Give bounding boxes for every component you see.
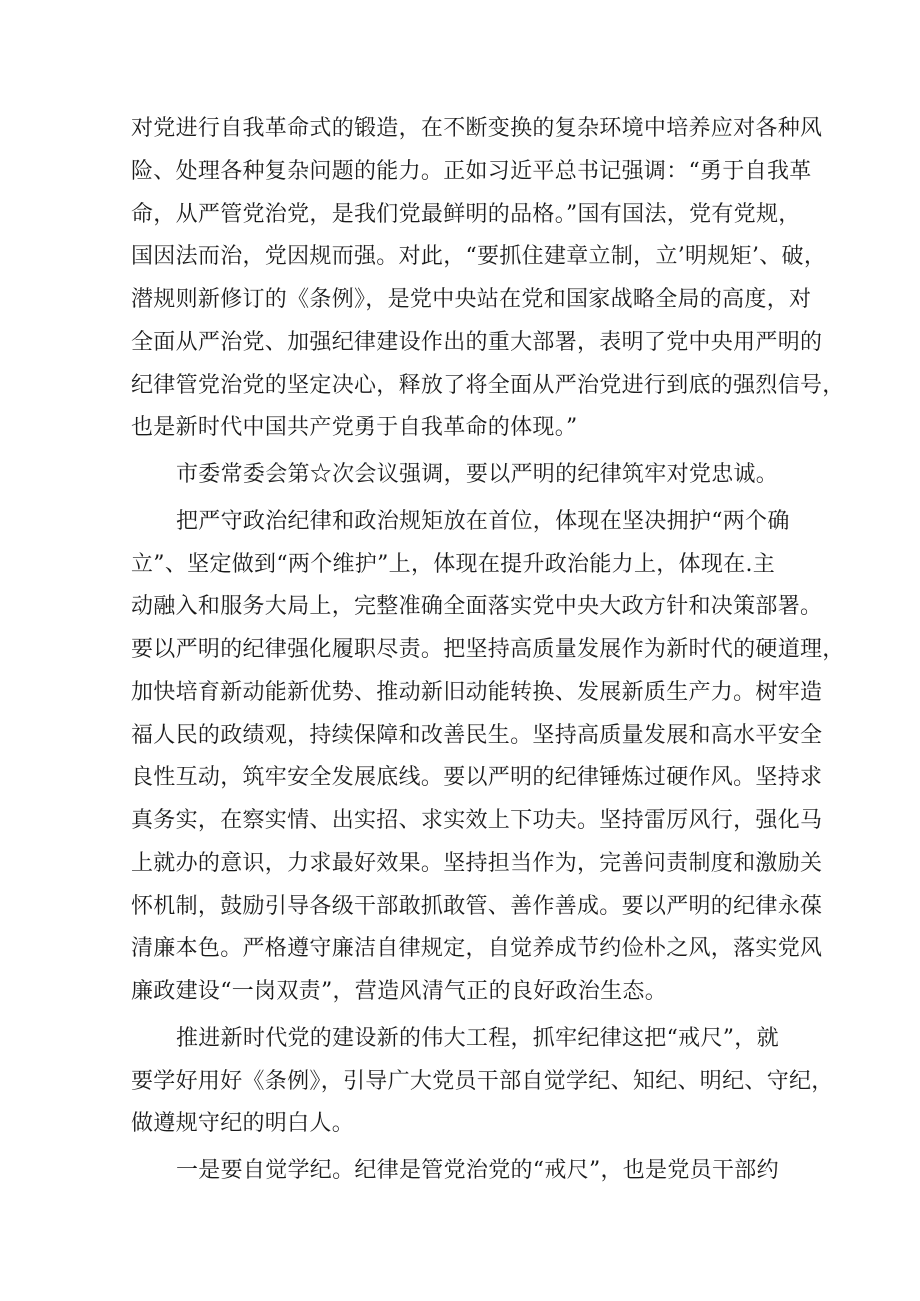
text-line: 也是新时代中国共产党勇于自我革命的体现。” bbox=[131, 415, 578, 440]
text-line: 全面从严治党、加强纪律建设作出的重大部署，表明了党中央用严明的 bbox=[131, 330, 823, 355]
text-line: 做遵规守纪的明白人。 bbox=[131, 1111, 355, 1136]
text-line: 对党进行自我革命式的锻造，在不断变换的复杂环境中培养应对各种风 bbox=[131, 116, 823, 141]
text-line: 潜规则新修订的《条例》，是党中央站在党和国家战略全局的高度，对 bbox=[131, 287, 812, 312]
text-line: 要学好用好《条例》，引导广大党员干部自觉学纪、知纪、明纪、守纪， bbox=[131, 1069, 834, 1094]
text-line: 纪律管党治党的坚定决心，释放了将全面从严治党进行到底的强烈信号， bbox=[131, 373, 845, 398]
text-line: 要以严明的纪律强化履职尽责。把坚持高质量发展作为新时代的硬道理， bbox=[131, 637, 845, 662]
text-line: 把严守政治纪律和政治规矩放在首位，体现在坚决拥护“两个确 bbox=[176, 509, 790, 534]
text-line: 真务实，在察实情、出实招、求实效上下功夫。坚持雷厉风行，强化马 bbox=[131, 808, 823, 833]
text-line: 上就办的意识，力求最好效果。坚持担当作为，完善问责制度和激励关 bbox=[131, 851, 823, 876]
text-line: 良性互动，筑牢安全发展底线。要以严明的纪律锤炼过硬作风。坚持求 bbox=[131, 765, 823, 790]
text-line: 福人民的政绩观，持续保障和改善民生。坚持高质量发展和高水平安全 bbox=[131, 723, 823, 748]
text-line: 市委常委会第☆次会议强调，要以严明的纪律筑牢对党忠诚。 bbox=[176, 462, 779, 487]
text-line: 一是要自觉学纪。纪律是管党治党的“戒尺”，也是党员干部约 bbox=[176, 1158, 779, 1183]
text-line: 推进新时代党的建设新的伟大工程，抓牢纪律这把“戒尺”，就 bbox=[176, 1026, 779, 1051]
text-line: 廉政建设“一岗双责”，营造风清气正的良好政治生态。 bbox=[131, 979, 667, 1004]
text-line: 立”、坚定做到“两个维护”上，体现在提升政治能力上，体现在.主 bbox=[131, 552, 776, 577]
text-line: 国因法而治，党因规而强。对此，“要抓住建章立制，立’明规矩’、破， bbox=[131, 244, 827, 269]
text-line: 命，从严管党治党，是我们党最鲜明的品格。”国有国法，党有党规， bbox=[131, 202, 801, 227]
text-line: 险、处理各种复杂问题的能力。正如习近平总书记强调：“勇于自我革 bbox=[131, 159, 812, 184]
text-line: 加快培育新动能新优势、推动新旧动能转换、发展新质生产力。树牢造 bbox=[131, 680, 823, 705]
text-line: 动融入和服务大局上，完整准确全面落实党中央大政方针和决策部署。 bbox=[131, 594, 823, 619]
text-line: 清廉本色。严格遵守廉洁自律规定，自觉养成节约俭朴之风，落实党风 bbox=[131, 936, 823, 961]
text-line: 怀机制，鼓励引导各级干部敢抓敢管、善作善成。要以严明的纪律永葆 bbox=[131, 894, 823, 919]
